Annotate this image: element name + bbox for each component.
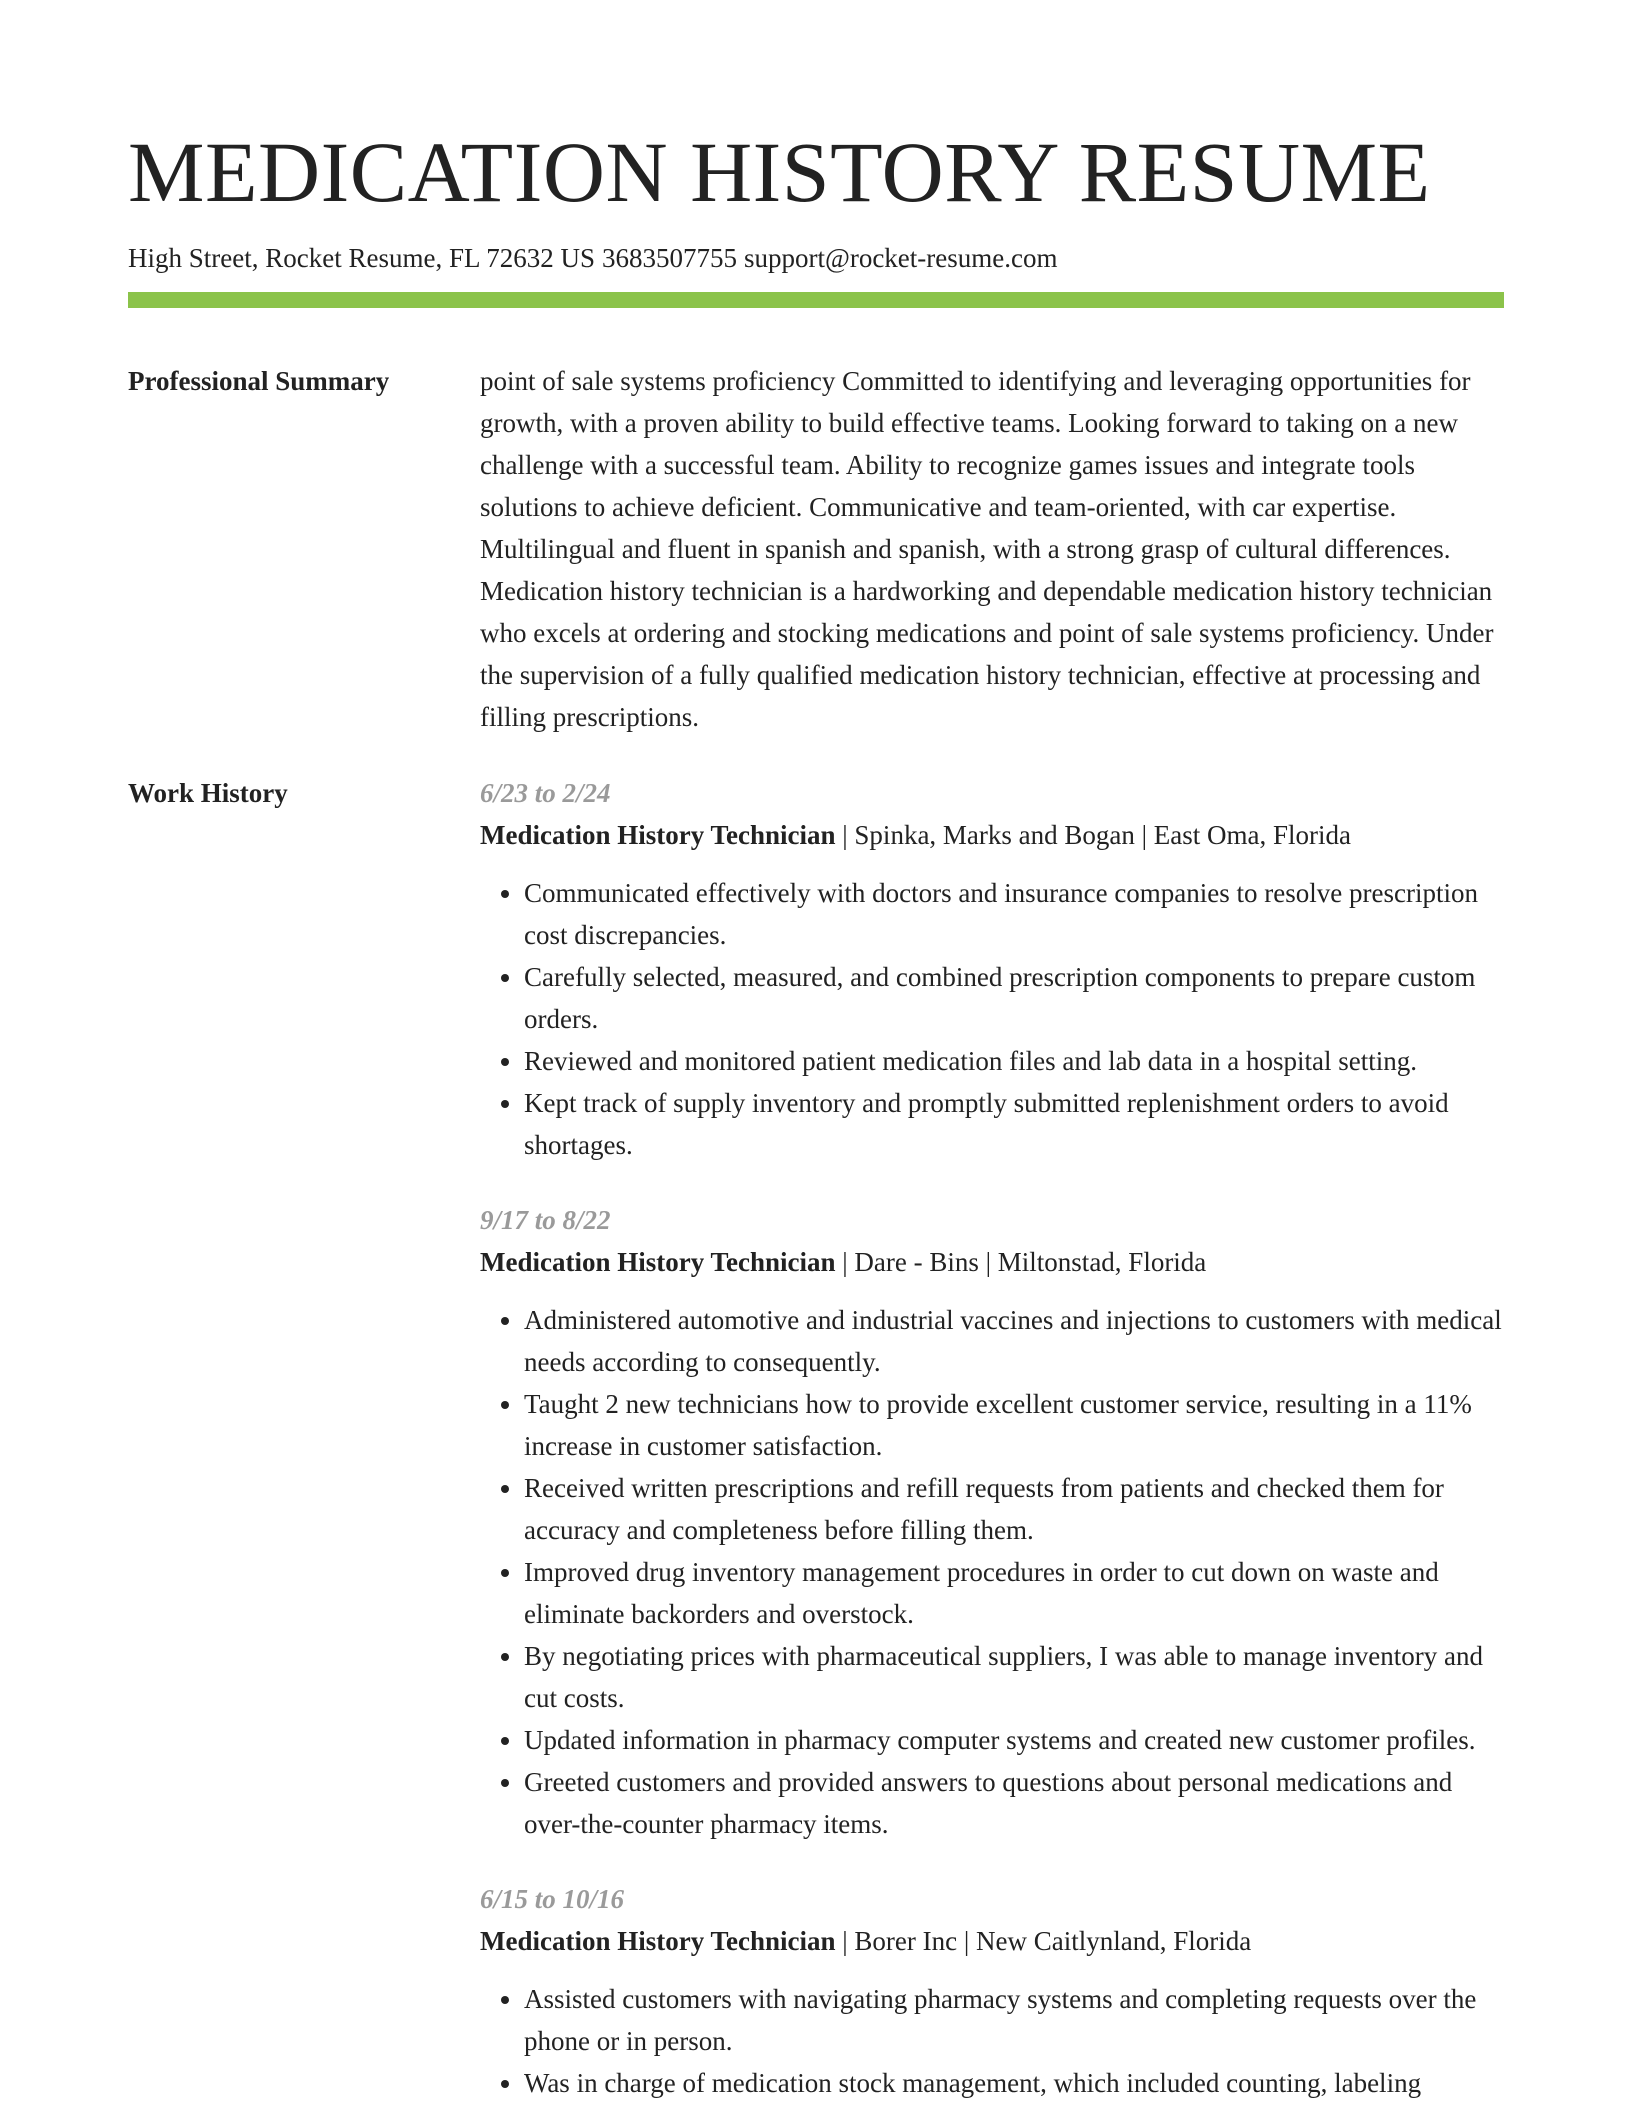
job-bullet: • Updated information in pharmacy computer systems and created new customer profiles. — [524, 1719, 1504, 1761]
contact-email: support@rocket-resume.com — [743, 243, 1058, 273]
job-bullet: • Reviewed and monitored patient medication files and lab data in a hospital setting. — [524, 1040, 1504, 1082]
job-bullet: • Greeted customers and provided answers to questions about personal medications and over-the-counter pharmacy items. — [524, 1761, 1504, 1845]
work-history-section — [128, 772, 1504, 2104]
job-bullet: • Was in charge of medication stock management, which included counting, labeling — [524, 2062, 1504, 2104]
job-employer-location: | Borer Inc | New Caitlynland, Florida — [835, 1926, 1252, 1957]
job-title: Medication History Technician — [480, 1247, 836, 1278]
job-bullets — [480, 1978, 1504, 2104]
job-bullets — [480, 872, 1504, 1166]
job-bullet: • By negotiating prices with pharmaceutical suppliers, I was able to manage inventory and cut costs. — [524, 1635, 1504, 1719]
job-bullet: • Kept track of supply inventory and promptly submitted replenishment orders to avoid shortages. — [524, 1082, 1504, 1166]
job-heading — [480, 1241, 1504, 1283]
job-bullet: • Taught 2 new technicians how to provide excellent customer service, resulting in a 11% increase in customer satisfaction. — [524, 1383, 1504, 1467]
job-entry — [480, 1199, 1504, 1845]
job-title: Medication History Technician — [480, 1926, 836, 1957]
job-heading — [480, 814, 1504, 856]
job-heading — [480, 1920, 1504, 1962]
contact-line — [128, 242, 1504, 274]
job-bullet: • Improved drug inventory management procedures in order to cut down on waste and eliminate backorders and overstock. — [524, 1551, 1504, 1635]
job-dates: 6/23 to 2/24 — [480, 778, 611, 809]
job-bullet: • Carefully selected, measured, and combined prescription components to prepare custom orders. — [524, 956, 1504, 1040]
summary-text: point of sale systems proficiency Committed to identifying and leveraging opportunities for growth, with a proven ability to build effective teams. Looking forward to taking on a new challenge with a successful team. Ability to recognize games issues and integrate tools solutions to achieve deficient. Communicative and team-oriented, with car expertise. Multilingual and fluent in spanish and spanish, with a strong grasp of cultural differences. Medication history technician is a hardworking and dependable medication history technician who excels at ordering and stocking medications and point of sale systems proficiency. Under the supervision of a fully qualified medication history technician, effective at processing and filling prescriptions. — [480, 366, 1494, 733]
resume-title: MEDICATION HISTORY RESUME — [128, 124, 1431, 220]
job-employer-location: | Dare - Bins | Miltonstad, Florida — [835, 1247, 1207, 1278]
contact-address: High Street, Rocket Resume, FL 72632 US — [128, 243, 595, 273]
job-entry — [480, 772, 1504, 1166]
job-entry — [480, 1878, 1504, 2104]
summary-heading: Professional Summary — [128, 366, 390, 397]
job-dates: 9/17 to 8/22 — [480, 1205, 611, 1236]
job-bullet: • Received written prescriptions and refill requests from patients and checked them for accuracy and completeness before filling them. — [524, 1467, 1504, 1551]
contact-phone: 3683507755 — [601, 243, 737, 273]
job-dates: 6/15 to 10/16 — [480, 1884, 625, 1915]
work-history-heading: Work History — [128, 778, 288, 809]
job-title: Medication History Technician — [480, 820, 836, 851]
job-bullet: • Administered automotive and industrial vaccines and injections to customers with medical needs according to consequently. — [524, 1299, 1504, 1383]
job-bullet: • Assisted customers with navigating pharmacy systems and completing requests over the phone or in person. — [524, 1978, 1504, 2062]
job-bullet: • Communicated effectively with doctors and insurance companies to resolve prescription cost discrepancies. — [524, 872, 1504, 956]
job-bullets — [480, 1299, 1504, 1845]
job-list — [480, 772, 1504, 2104]
job-employer-location: | Spinka, Marks and Bogan | East Oma, Florida — [835, 820, 1352, 851]
summary-section — [128, 360, 1504, 738]
header-divider — [128, 292, 1504, 308]
